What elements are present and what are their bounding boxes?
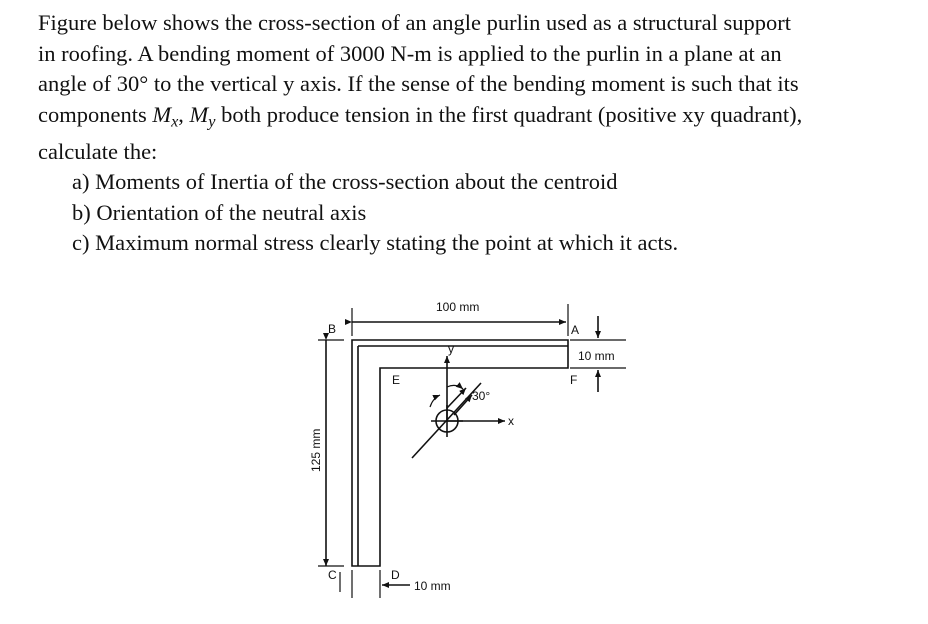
point-d-label: D	[391, 568, 400, 582]
moment-y-symbol: $M_y$	[189, 101, 216, 131]
x-axis-label: x	[508, 414, 514, 428]
intro-line-1: Figure below shows the cross-section of an angle purlin used as a structural support	[38, 10, 791, 35]
task-item-a: a) Moments of Inertia of the cross-section about the centroid	[72, 169, 618, 195]
intro-line-4-end: both produce tension in the first quadrant (positive xy quadrant),	[215, 101, 803, 127]
height-dimension-label: 125 mm	[309, 428, 323, 472]
intro-line-4-start: components	[38, 101, 153, 127]
intro-line-5: calculate the:	[38, 138, 158, 164]
right-thickness-label: 10 mm	[578, 349, 615, 363]
bottom-thickness-label: 10 mm	[414, 579, 451, 593]
task-item-c: c) Maximum normal stress clearly stating the point at which it acts.	[72, 230, 679, 256]
angle-outline	[352, 340, 568, 566]
problem-intro: Figure below shows the cross-section of an angle purlin used as a structural support in roofing. A bending moment of 3000 N-m is applied to the purlin in a plane at an angle of 30° to the vertical y axis. If the sense of the bending moment is such that its components $M_x$, $M_y$ both produce tension in the first quadrant (positive xy quadrant), calculate the:	[38, 10, 803, 164]
moment-x-symbol: $M_x$	[152, 101, 179, 131]
angle-inner-line	[358, 346, 568, 566]
rotation-arc	[430, 395, 440, 407]
point-f-label: F	[570, 373, 578, 387]
width-dimension-label: 100 mm	[436, 300, 480, 314]
point-b-label: B	[328, 322, 337, 336]
intro-line-2: in roofing. A bending moment of 3000 N-m is applied to the purlin in a plane at an	[38, 40, 782, 66]
point-c-label: C	[328, 568, 337, 582]
angle-label: 30°	[472, 389, 491, 403]
point-e-label: E	[392, 373, 401, 387]
y-axis-label: y	[448, 342, 454, 356]
angle-arc	[447, 385, 463, 389]
task-item-b: b) Orientation of the neutral axis	[72, 199, 367, 225]
intro-line-3: angle of 30° to the vertical y axis. If the sense of the bending moment is such that its	[38, 71, 799, 96]
point-a-label: A	[571, 323, 580, 337]
